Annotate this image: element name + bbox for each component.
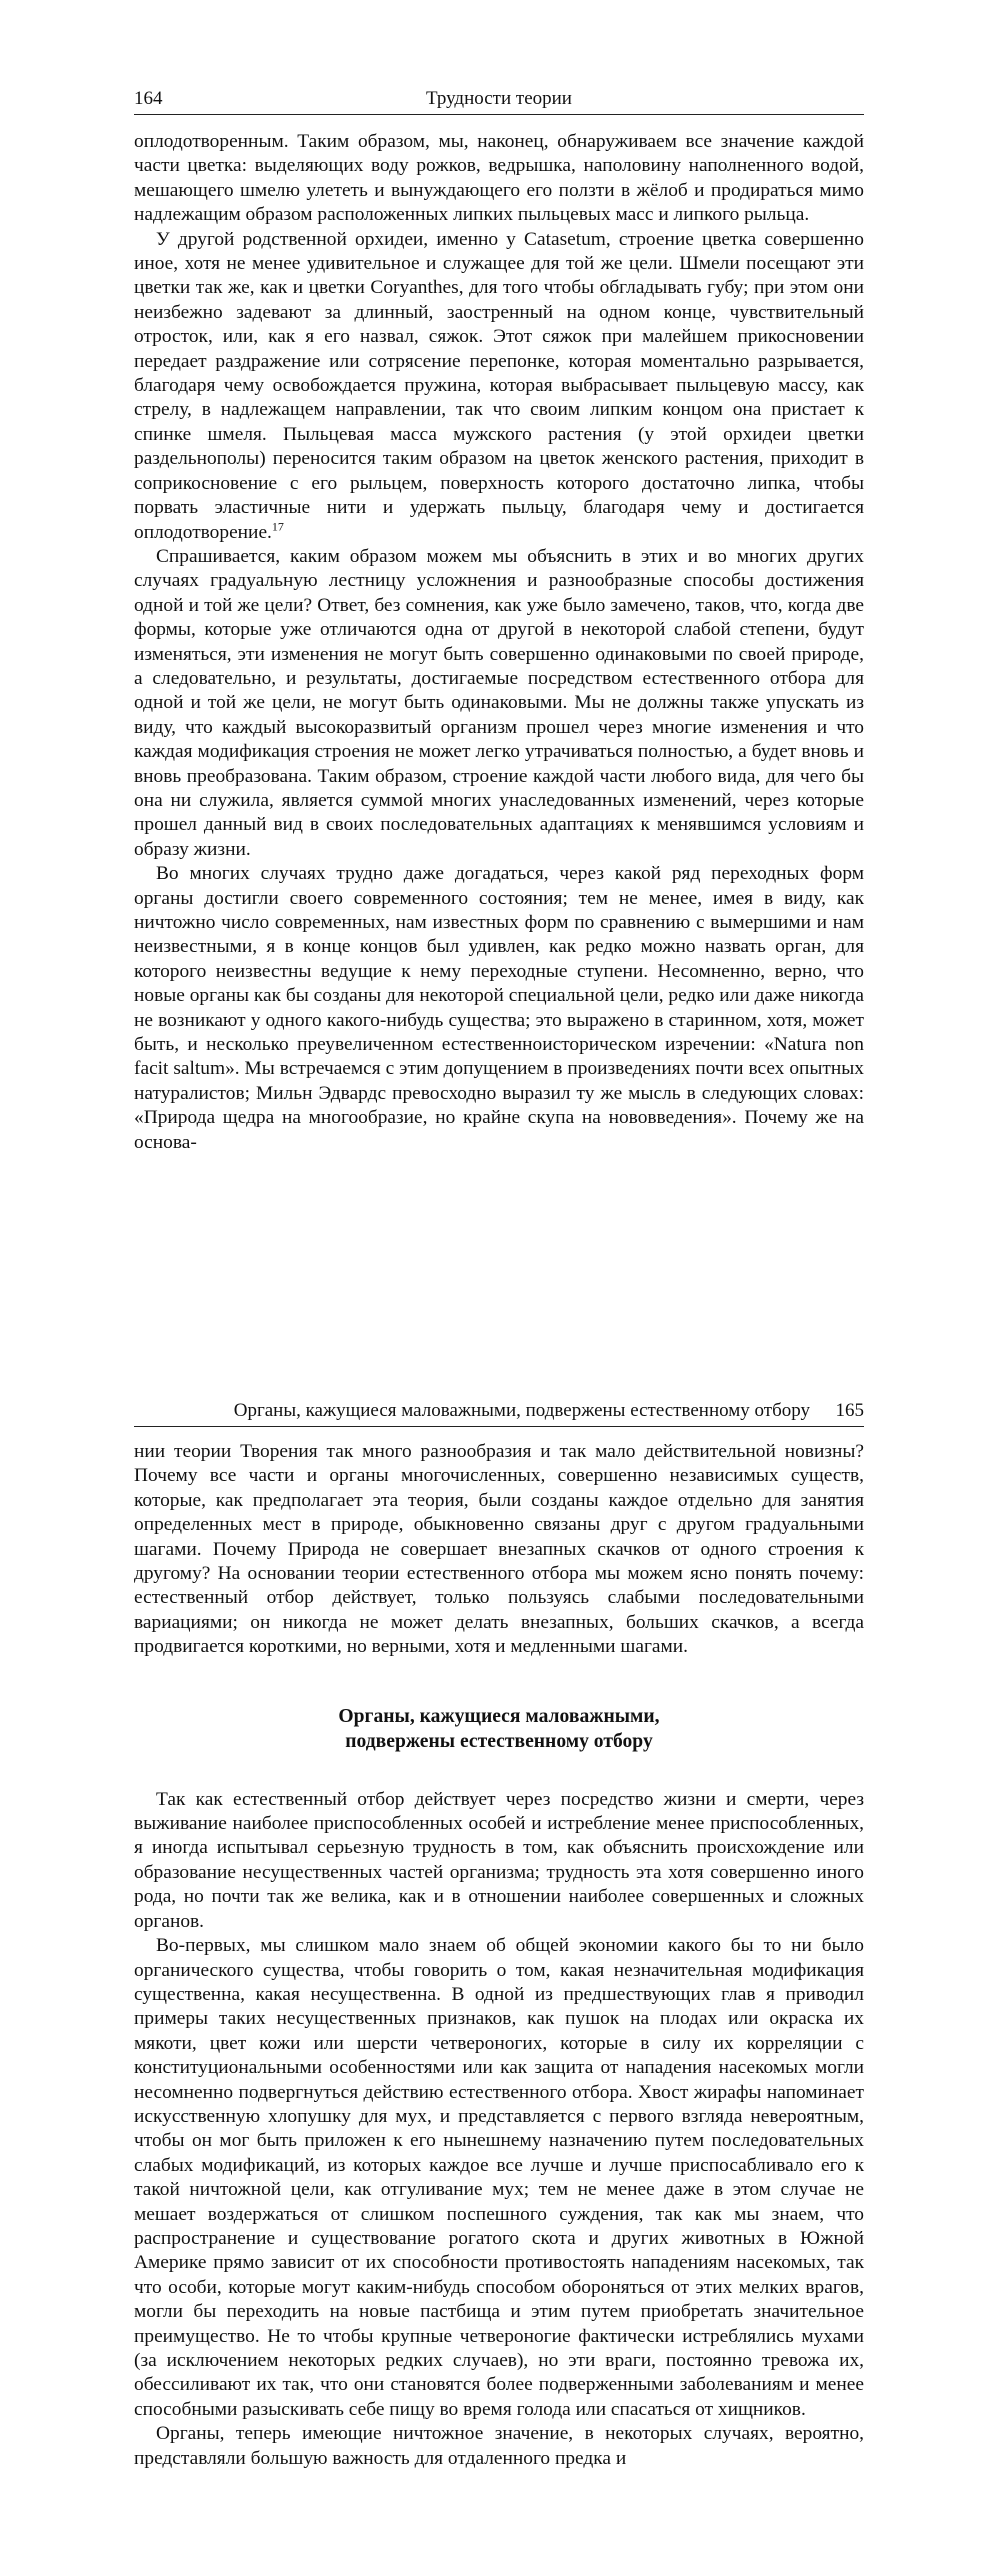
running-title: Трудности теории	[426, 88, 572, 109]
running-title: Органы, кажущиеся маловажными, подвержены естественному отбору	[233, 1400, 810, 1421]
section-heading-line: подвержены естественному отбору	[345, 1730, 653, 1752]
page-165	[0, 1282, 1002, 2554]
page-number: 165	[835, 1400, 864, 1421]
paragraph: оплодотворенным. Таким образом, мы, наконец, обнаруживаем все значение каждой части цветка: выделяющих воду рожков, ведрышка, наполовину наполненного водой, мешающего шмелю улететь и вынуждающего его ползти в жёлоб и продираться мимо надлежащим образом расположенных липких пыльцевых масс и липкого рыльца.	[134, 131, 864, 226]
paragraph: Спрашивается, каким образом можем мы объяснить в этих и во многих других случаях градуальную лестницу усложнения и разнообразные способы достижения одной и той же цели? Ответ, без сомнения, как уже было замечено, таков, что, когда две формы, которые уже отличаются одна от другой в некоторой слабой степени, будут изменяться, эти изменения не могут быть совершенно одинаковыми по своей природе, а следовательно, и результаты, достигаемые посредством естественного отбора для одной и той же цели, не могут быть одинаковыми. Мы не должны также упускать из виду, что каждый высокоразвитый организм прошел через многие изменения и что каждая модификация строения не может легко утрачиваться полностью, а будет вновь и вновь преобразована. Таким образом, строение каждой части любого вида, для чего бы она ни служила, является суммой многих унаследованных изменений, через которые прошел данный вид в своих последовательных адаптациях к менявшимся условиям и образу жизни.	[134, 545, 864, 860]
paragraph: Органы, теперь имеющие ничтожное значение, в некоторых случаях, вероятно, представляли большую важность для отдаленного предка и	[134, 2423, 864, 2469]
section-heading-line: Органы, кажущиеся маловажными,	[338, 1705, 660, 1727]
paragraph: Так как естественный отбор действует через посредство жизни и смерти, через выживание наиболее приспособленных особей и истребление менее приспособленных, я иногда испытывал серьезную трудность в том, как объяснить происхождение или образование несущественных частей организма; трудность эта хотя совершенно иного рода, но почти так же велика, как и в отношении наиболее совершенных и сложных органов.	[134, 1788, 864, 1932]
paragraph-with-footnote	[134, 228, 864, 545]
running-header	[134, 84, 864, 115]
page-number: 164	[134, 88, 163, 109]
running-header	[134, 1396, 864, 1427]
section-heading	[134, 1704, 864, 1754]
paragraph: нии теории Творения так много разнообразия и так мало действительной новизны? Почему все части и органы многочисленных, совершенно независимых существ, которые, как предполагает эта теория, были созданы каждое отдельно для занятия определенных мест в природе, обыкновенно связаны друг с другом градуальными шагами. Почему Природа не совершает внезапных скачков от одного строения к другому? На основании теории естественного отбора мы можем ясно понять почему: естественный отбор действует, только пользуясь слабыми последовательными вариациями; он никогда не может делать внезапных, больших скачков, а всегда продвигается короткими, но верными, хотя и медленными шагами.	[134, 1441, 864, 1658]
body-text	[134, 130, 864, 1155]
paragraph-text: У другой родственной орхидеи, именно у Catasetum, строение цветка совершенно иное, хотя не менее удивительное и служащее для той же цели. Шмели посещают эти цветки так же, как и цветки Coryanthes, для того чтобы обгладывать губу; при этом они неизбежно задевают за длинный, заостренный на одном конце, чувствительный отросток, или, как я его назвал, сяжок. Этот сяжок при малейшем прикосновении передает раздражение или сотрясение перепонке, которая моментально разрывается, благодаря чему освобождается пружина, которая выбрасывает пыльцевую массу, как стрелу, в надлежащем направлении, так что своим липким концом она пристает к спинке шмеля. Пыльцевая масса мужского растения (у этой орхидеи цветки раздельнополы) переносится таким образом на цветок женского растения, приходит в соприкосновение с его рыльцем, поверхность которого достаточно липка, чтобы порвать эластичные нити и удержать пыльцу, благодаря чему и достигается оплодотворение.	[134, 228, 864, 543]
footnote-mark: 17	[271, 519, 284, 534]
body-text	[134, 1440, 864, 2471]
paragraph: Во многих случаях трудно даже догадаться, через какой ряд переходных форм органы достигли своего современного состояния; тем не менее, имея в виду, как ничтожно число современных, нам известных форм по сравнению с вымершими и нам неизвестными, я в конце концов был удивлен, как редко можно назвать орган, для которого неизвестны ведущие к нему переходные ступени. Несомненно, верно, что новые органы как бы созданы для некоторой специальной цели, редко или даже никогда не возникают у одного какого-нибудь существа; это выражено в старинном, хотя, может быть, и несколько преувеличенном естественноисторическом изречении: «Natura non facit saltum». Мы встречаемся с этим допущением в произведениях почти всех опытных натуралистов; Мильн Эдвардс превосходно выразил ту же мысль в следующих словах: «Природа щедра на многообразие, но крайне скупа на нововведения». Почему же на основа-	[134, 863, 864, 1153]
paragraph: Во-первых, мы слишком мало знаем об общей экономии какого бы то ни было органического существа, чтобы говорить о том, какая незначительная модификация существенна, какая несущественна. В одной из предшествующих глав я приводил примеры таких несущественных признаков, как пушок на плодах или окраска их мякоти, цвет кожи или шерсти четвероногих, которые в силу их корреляции с конституциональными особенностями или как защита от нападения насекомых могли несомненно подвергнуться действию естественного отбора. Хвост жирафы напоминает искусственную хлопушку для мух, и представляется с первого взгляда невероятным, чтобы он мог быть приложен к его нынешнему назначению путем последовательных слабых модификаций, из которых каждое все лучше и лучше приспосабливало его к такой ничтожной цели, как отгуливание мух; тем не менее даже в этом случае не мешает воздержаться от слишком поспешного суждения, так как мы знаем, что распространение и существование рогатого скота и других животных в Южной Америке прямо зависит от их способности противостоять нападениям насекомых, так что особи, которые могут каким-нибудь способом обороняться от этих мелких врагов, могли бы переходить на новые пастбища и этим путем приобретать значительное преимущество. Не то чтобы крупные четвероногие фактически истреблялись мухами (за исключением некоторых редких случаев), но эти враги, постоянно тревожа их, обессиливают их так, что они становятся более подверженными заболеваниям и менее способными разыскивать себе пищу во время голода или спасаться от хищников.	[134, 1935, 864, 2420]
